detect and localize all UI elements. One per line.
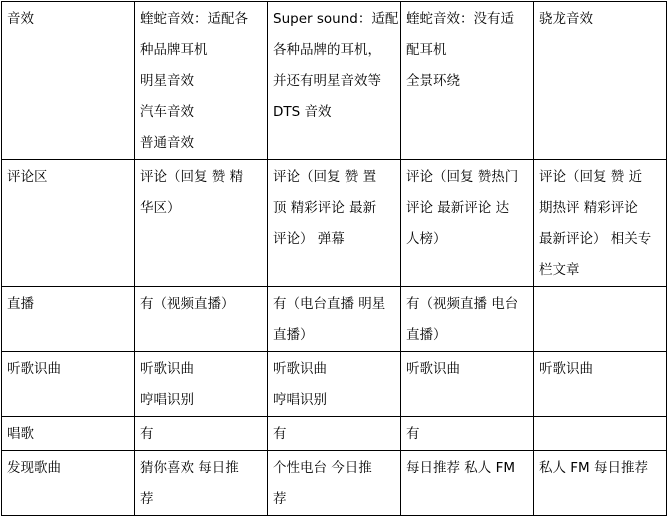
cell-text-line: 有: [406, 426, 420, 442]
cell-text-line: 个性电台 今日推: [273, 460, 372, 476]
table-cell: [534, 451, 667, 516]
table-cell: [534, 287, 667, 352]
cell-text-line: 有（视频直播）: [140, 296, 235, 312]
cell-text-line: 配耳机: [406, 42, 447, 58]
row-label-cell: [2, 287, 135, 352]
cell-text-line: 明星音效: [140, 73, 194, 89]
cell-text-line: 私人 FM 每日推荐: [539, 460, 648, 476]
cell-text-line: 最新评论） 相关专: [539, 231, 652, 247]
table-cell: [268, 417, 401, 451]
table-cell: [135, 2, 268, 160]
cell-text-line: 猜你喜欢 每日推: [140, 460, 239, 476]
comparison-table: [1, 1, 667, 516]
row-label-cell: [2, 417, 135, 451]
cell-text-line: 评论（回复 赞 精: [140, 169, 244, 185]
cell-text-line: DTS 音效: [273, 104, 332, 120]
table-cell: [534, 2, 667, 160]
cell-text-line: 顶 精彩评论 最新: [273, 200, 377, 216]
comparison-table-body: [2, 2, 667, 516]
cell-text-line: 听歌识曲: [273, 361, 327, 377]
cell-text-line: 评论（回复 赞 置: [273, 169, 377, 185]
table-cell: [534, 352, 667, 417]
cell-text-line: 听歌识曲: [539, 361, 593, 377]
table-row: [2, 2, 667, 160]
table-cell: [268, 451, 401, 516]
table-row: [2, 287, 667, 352]
cell-text-line: 评论（回复 赞热门: [406, 169, 519, 185]
row-label-cell: [2, 352, 135, 417]
cell-text-line: 评论） 弹幕: [273, 231, 345, 247]
cell-text-line: 栏文章: [539, 262, 580, 278]
cell-text-line: 有: [140, 426, 154, 442]
table-cell: [135, 352, 268, 417]
table-cell: [534, 160, 667, 287]
cell-text-line: 蝰蛇音效：没有适: [406, 11, 514, 27]
cell-text-line: 蝰蛇音效：适配各: [140, 11, 248, 27]
table-row: [2, 352, 667, 417]
table-cell: [401, 451, 534, 516]
cell-text-line: 种品牌耳机: [140, 42, 208, 58]
cell-text-line: Super sound：适配: [273, 11, 399, 27]
table-cell: [268, 352, 401, 417]
cell-text-line: 每日推荐 私人 FM: [406, 460, 515, 476]
cell-text-line: 直播）: [406, 327, 447, 343]
cell-text-line: 汽车音效: [140, 104, 194, 120]
cell-text-line: 哼唱识别: [273, 392, 327, 408]
row-label: 发现歌曲: [7, 460, 61, 476]
cell-text-line: 评论（回复 赞 近: [539, 169, 643, 185]
table-cell: [135, 417, 268, 451]
row-label-cell: [2, 2, 135, 160]
row-label: 直播: [7, 296, 34, 312]
cell-text-line: 荐: [273, 491, 287, 507]
cell-text-line: 评论 最新评论 达: [406, 200, 510, 216]
cell-text-line: 荐: [140, 491, 154, 507]
table-cell: [135, 287, 268, 352]
table-cell: [401, 160, 534, 287]
row-label-cell: [2, 451, 135, 516]
table-cell: [268, 160, 401, 287]
cell-text-line: 并还有明星音效等: [273, 73, 381, 89]
cell-text-line: 听歌识曲: [140, 361, 194, 377]
table-cell: [401, 2, 534, 160]
row-label: 唱歌: [7, 426, 34, 442]
table-row: [2, 160, 667, 287]
cell-text-line: 直播）: [273, 327, 314, 343]
table-cell: [401, 287, 534, 352]
cell-text-line: 有: [273, 426, 287, 442]
table-cell: [401, 352, 534, 417]
row-label-cell: [2, 160, 135, 287]
cell-text-line: 期热评 精彩评论: [539, 200, 638, 216]
cell-text-line: 普通音效: [140, 135, 194, 151]
cell-text-line: 骁龙音效: [539, 11, 593, 27]
cell-text-line: 华区）: [140, 200, 181, 216]
table-cell: [401, 417, 534, 451]
table-row: [2, 417, 667, 451]
cell-text-line: 人榜）: [406, 231, 447, 247]
cell-text-line: 有（电台直播 明星: [273, 296, 386, 312]
table-cell: [135, 451, 268, 516]
table-cell: [534, 417, 667, 451]
table-cell: [268, 2, 401, 160]
row-label: 音效: [7, 11, 34, 27]
cell-text-line: 哼唱识别: [140, 392, 194, 408]
cell-text-line: 听歌识曲: [406, 361, 460, 377]
cell-text-line: 有（视频直播 电台: [406, 296, 519, 312]
cell-text-line: 各种品牌的耳机，: [273, 42, 381, 58]
cell-text-line: 全景环绕: [406, 73, 460, 89]
row-label: 评论区: [7, 169, 48, 185]
table-cell: [135, 160, 268, 287]
table-row: [2, 451, 667, 516]
table-cell: [268, 287, 401, 352]
row-label: 听歌识曲: [7, 361, 61, 377]
